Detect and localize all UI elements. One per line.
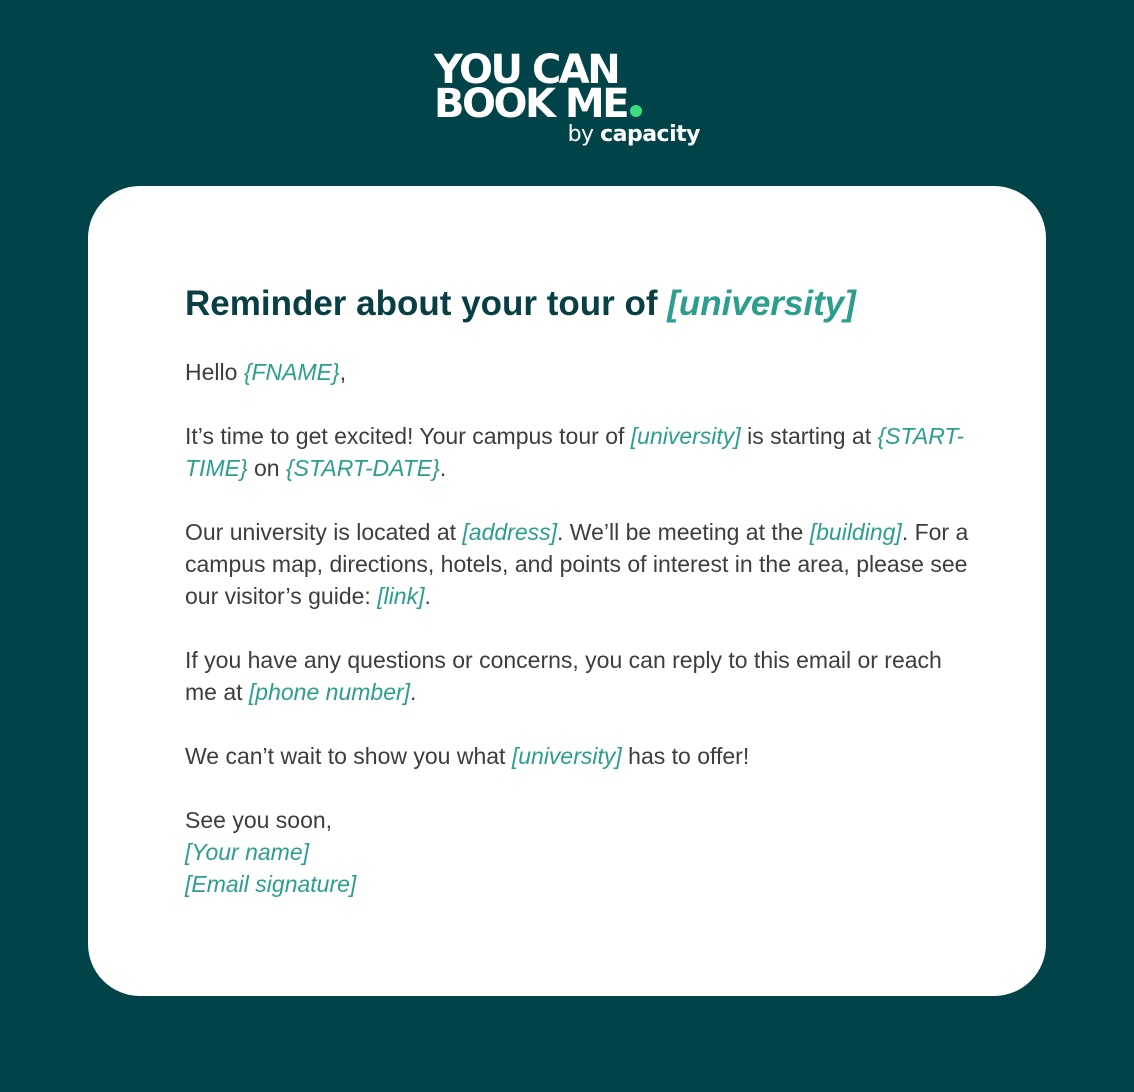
start-time-placeholder: {START-TIME}: [185, 423, 964, 481]
para2-text-3: . For a campus map, directions, hotels, and points of interest in the area, please see our visitor’s guide:: [185, 519, 969, 609]
para4-text-1: We can’t wait to show you what: [185, 743, 512, 769]
para4-university-placeholder: [university]: [511, 743, 622, 769]
building-placeholder: [building]: [809, 519, 902, 545]
para1-text-2: is starting at: [740, 423, 878, 449]
title-university-placeholder: [university]: [667, 284, 856, 323]
logo-line-2: [434, 81, 642, 127]
greeting-comma: ,: [339, 359, 347, 385]
para2-text-1: Our university is located at: [185, 519, 463, 545]
greeting-line: [185, 356, 975, 388]
logo-wordmark: [434, 47, 700, 152]
logo-capacity-word: capacity: [600, 122, 700, 147]
signoff-name-placeholder: [Your name]: [185, 839, 310, 865]
para1-text-4: .: [439, 455, 447, 481]
fname-placeholder: {FNAME}: [243, 359, 340, 385]
para2-text-2: . We’ll be meeting at the: [557, 519, 810, 545]
logo-line-2-text: BOOK ME: [434, 81, 628, 127]
signoff-closing: See you soon,: [185, 807, 333, 833]
para3-text-1: If you have any questions or concerns, you can reply to this email or reach me at: [185, 647, 942, 705]
paragraph-location: [185, 516, 975, 612]
address-placeholder: [address]: [462, 519, 558, 545]
para2-text-4: .: [424, 583, 431, 609]
para1-text-1: It’s time to get excited! Your campus tour of: [185, 423, 631, 449]
email-body: [185, 282, 975, 900]
link-placeholder: [link]: [377, 583, 425, 609]
logo-byline: [568, 122, 700, 148]
greeting-hello: Hello: [185, 359, 244, 385]
paragraph-tour-time: [185, 420, 975, 484]
phone-placeholder: [phone number]: [248, 679, 411, 705]
email-title: [185, 282, 975, 326]
para1-text-3: on: [247, 455, 286, 481]
title-text: Reminder about your tour of: [185, 284, 668, 323]
logo-by-word: by: [567, 122, 594, 147]
para1-university-placeholder: [university]: [630, 423, 741, 449]
paragraph-contact: [185, 644, 975, 708]
brand-logo: [0, 47, 1134, 152]
signoff-signature-placeholder: [Email signature]: [185, 871, 357, 897]
start-date-placeholder: {START-DATE}: [286, 455, 440, 481]
logo-line-1: YOU CAN: [434, 47, 619, 93]
email-card: [88, 186, 1046, 996]
paragraph-closing: [185, 740, 975, 772]
para3-text-2: .: [410, 679, 417, 705]
para4-text-2: has to offer!: [621, 743, 750, 769]
logo-dot-icon: [630, 105, 642, 117]
